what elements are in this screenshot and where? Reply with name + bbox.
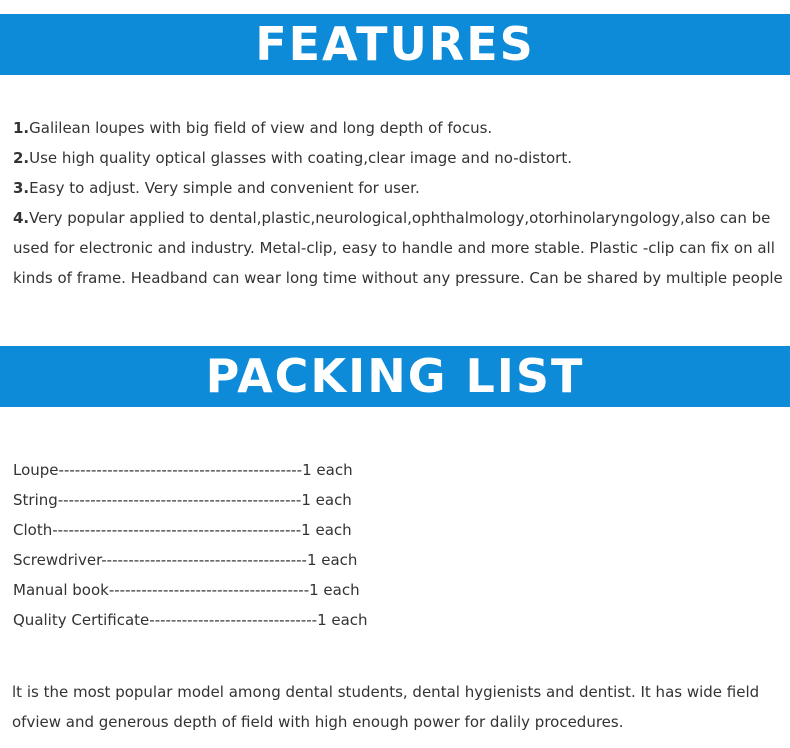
feature-number: 2. xyxy=(13,149,30,167)
feature-number: 1. xyxy=(13,119,30,137)
feature-text: Use high quality optical glasses with coating,clear image and no-distort. xyxy=(29,149,572,167)
feature-item-2 xyxy=(13,143,783,173)
packing-list-banner xyxy=(0,346,790,407)
packing-item-manual-book: Manual book-------------------------------------1 each xyxy=(13,581,360,599)
packing-list-heading: PACKING LIST xyxy=(205,349,585,403)
packing-list xyxy=(13,455,713,635)
feature-item-4 xyxy=(13,203,783,293)
features-list xyxy=(13,113,783,293)
features-banner xyxy=(0,14,790,75)
packing-item-cloth: Cloth----------------------------------------------1 each xyxy=(13,521,352,539)
feature-number: 4. xyxy=(13,209,30,227)
features-heading: FEATURES xyxy=(255,17,535,71)
feature-number: 3. xyxy=(13,179,30,197)
feature-item-1 xyxy=(13,113,783,143)
packing-item-screwdriver: Screwdriver--------------------------------------1 each xyxy=(13,551,358,569)
packing-item-quality-certificate: Quality Certificate-------------------------------1 each xyxy=(13,611,368,629)
feature-text: Galilean loupes with big field of view and long depth of focus. xyxy=(29,119,493,137)
packing-item-string: String---------------------------------------------1 each xyxy=(13,491,352,509)
feature-text: Easy to adjust. Very simple and convenient for user. xyxy=(29,179,420,197)
feature-item-3 xyxy=(13,173,783,203)
feature-text: Very popular applied to dental,plastic,neurological,ophthalmology,otorhinolaryngology,also can be used for electronic and industry. Metal-clip, easy to handle and more stable. Plastic -clip can fix on all kinds of frame. Headband can wear long time without any pressure. Can be shared by multiple people xyxy=(13,209,783,287)
packing-item-loupe: Loupe---------------------------------------------1 each xyxy=(13,461,353,479)
closing-paragraph: lt is the most popular model among dental students, dental hygienists and dentist. It has wide field ofview and generous depth of field with high enough power for dalily procedures. xyxy=(12,683,760,731)
